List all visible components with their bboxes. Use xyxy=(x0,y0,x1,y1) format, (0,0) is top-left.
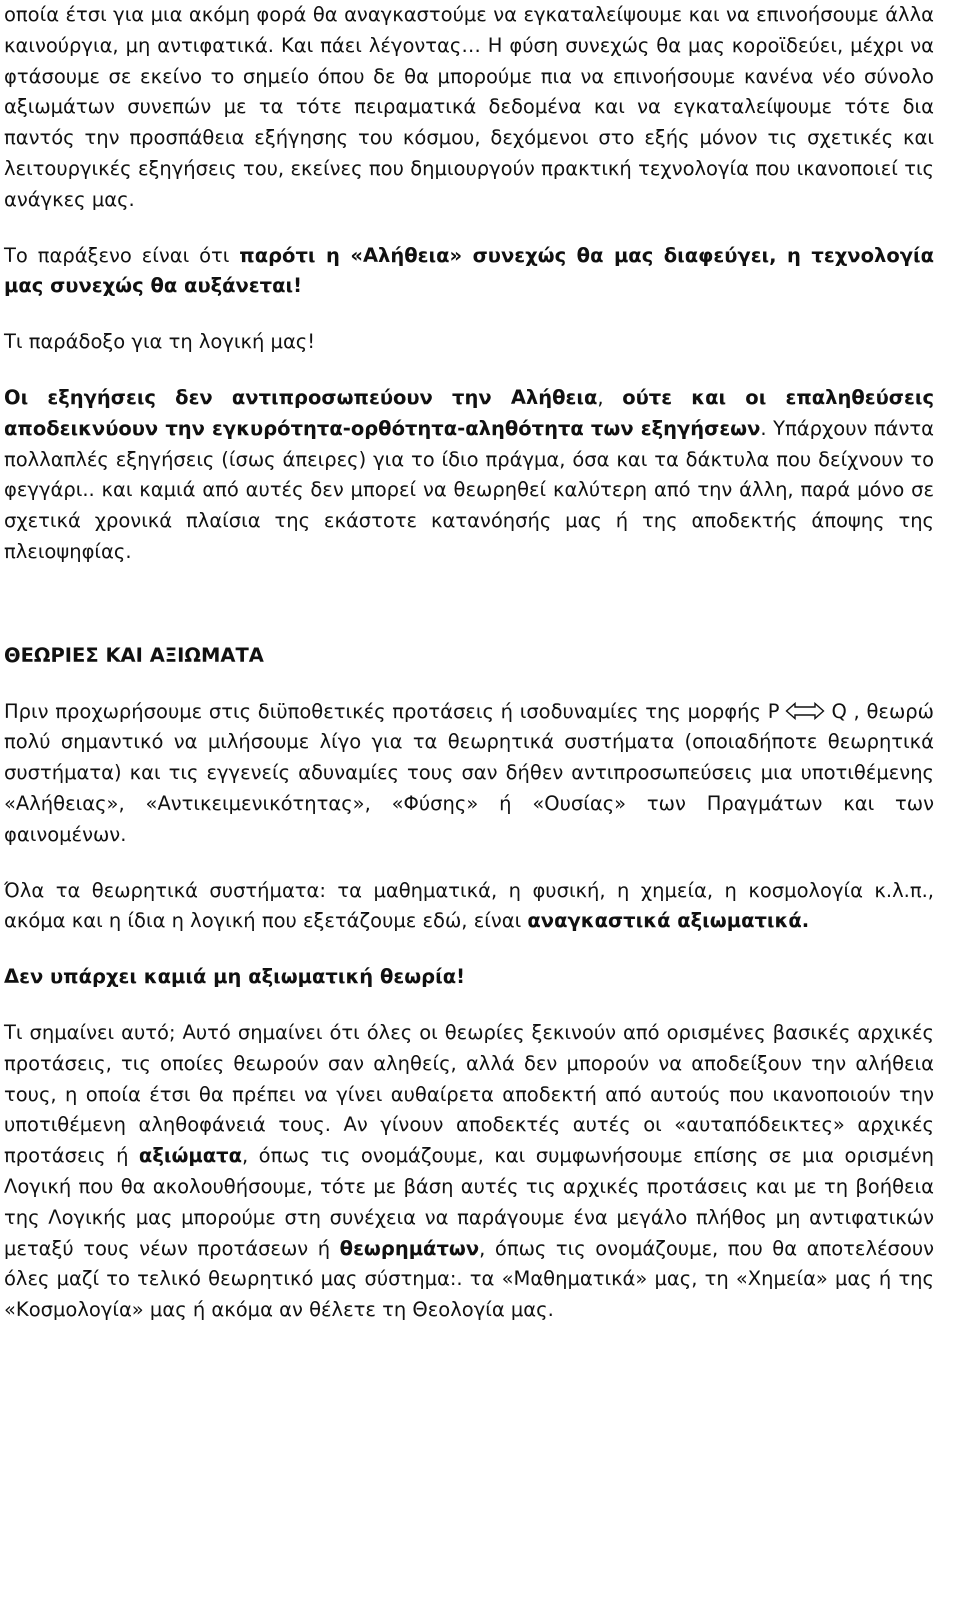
double-arrow-icon xyxy=(785,702,825,720)
bold-statement: παρότι η «Αλήθεια» συνεχώς θα μας διαφεύγει, η τεχνολογία μας συνεχώς θα αυξάνεται! xyxy=(4,243,934,298)
paragraph-no-theory xyxy=(4,962,934,993)
bold-term: αξιώματα xyxy=(138,1144,242,1168)
paragraph-intro xyxy=(4,697,934,851)
paragraph-meaning xyxy=(4,1018,934,1326)
text-run: Q , θεωρώ πολύ σημαντικό να μιλήσουμε λίγο για τα θεωρητικά συστήματα (οποιαδήποτε θεωρητικά συστήματα) και τις εγγενείς αδυναμίες τους σαν δήθεν αντιπροσωπεύσεις μια υποτιθέμενης «Αλήθειας», «Αντικειμενικότητας», «Φύσης» ή «Ουσίας» των Πραγμάτων και των φαινομένων. xyxy=(4,699,935,846)
text-run: Όλα τα θεωρητικά συστήματα: τα μαθηματικά, η φυσική, η χημεία, η κοσμολογία κ.λ.π., ακόμα και η ίδια η λογική που εξετάζουμε εδώ, είναι xyxy=(4,878,934,933)
text-run: , όπως τις ονομάζουμε, και συμφωνήσουμε επίσης σε μια ορισμένη Λογική που θα ακολουθήσουμε, τότε με βάση αυτές τις αρχικές προτάσεις και με τη βοήθεια της Λογικής μας μπορούμε στη συνέχεια να παράγουμε ένα μεγάλο πλήθος μη αντιφατικών μεταξύ τους νέων προτάσεων ή xyxy=(4,1144,934,1260)
bold-statement: Δεν υπάρχει καμιά μη αξιωματική θεωρία! xyxy=(4,965,466,989)
text-run: . Υπάρχουν πάντα πολλαπλές εξηγήσεις (ίσως άπειρες) για το ίδιο πράγμα, όσα και τα δάκτυλα που δείχνουν το φεγγάρι.. και καμιά από αυτές δεν μπορεί να θεωρηθεί καλύτερη από την άλλη, παρά μόνο σε σχετικά χρονικά πλαίσια της εκάστοτε κατανόησής μας ή της αποδεκτής άποψης της πλειοψηφίας. xyxy=(4,416,934,563)
paragraph-continuation: οποία έτσι για μια ακόμη φορά θα αναγκαστούμε να εγκαταλείψουμε και να επινοήσουμε άλλα καινούργια, μη αντιφατικά. Και πάει λέγοντας… Η φύση συνεχώς θα μας κοροϊδεύει, μέχρι να φτάσουμε σε εκείνο το σημείο όπου δε θα μπορούμε πια να επινοήσουμε κανένα νέο σύνολο αξιωμάτων συνεπών με τα τότε πειραματικά δεδομένα και να εγκαταλείψουμε τότε δια παντός την προσπάθεια εξήγησης του κόσμου, δεχόμενοι στο εξής μόνον τις σχετικές και λειτουργικές εξηγήσεις του, εκείνες που δημιουργούν πρακτική τεχνολογία που ικανοποιεί τις ανάγκες μας. xyxy=(4,3,934,211)
text-run: , όπως τις ονομάζουμε, που θα αποτελέσουν όλες μαζί το τελικό θεωρητικό μας σύστημα:. τα «Μαθηματικά» μας, τη «Χημεία» μας ή της «Κοσμολογία» μας ή ακόμα αν θέλετε τη Θεολογία μας. xyxy=(4,1236,934,1322)
bold-statement: Οι εξηγήσεις δεν αντιπροσωπεύουν την Αλήθεια xyxy=(4,385,598,409)
paragraph-explanations xyxy=(4,383,934,568)
bold-statement: ούτε και οι επαληθεύσεις αποδεικνύουν την εγκυρότητα-ορθότητα-αληθότητα των εξηγήσεων xyxy=(4,385,935,440)
text-run: , xyxy=(597,385,623,409)
section-heading: ΘΕΩΡΙΕΣ ΚΑΙ ΑΞΙΩΜΑΤΑ xyxy=(4,643,264,667)
text-run: Το παράξενο είναι ότι xyxy=(4,243,240,267)
paragraph-paradox xyxy=(4,241,934,303)
text-run: Πριν προχωρήσουμε στις διϋποθετικές προτάσεις ή ισοδυναμίες της μορφής Ρ xyxy=(4,699,780,723)
paragraph-exclamation: Τι παράδοξο για τη λογική μας! xyxy=(4,330,316,354)
text-run: Τι σημαίνει αυτό; Αυτό σημαίνει ότι όλες οι θεωρίες ξεκινούν από ορισμένες βασικές αρχικές προτάσεις, τις οποίες θεωρούν σαν αληθείς, αλλά δεν μπορούν να αποδείξουν την αλήθεια τους, η οποία έτσι θα πρέπει να γίνει αυθαίρετα αποδεκτή από αυτούς που ικανοποιούν την υποτιθέμενη αληθοφάνειά τους. Αν γίνουν αποδεκτές αυτές οι «αυταπόδεικτες» αρχικές προτάσεις ή xyxy=(4,1020,934,1168)
bold-statement: αναγκαστικά αξιωματικά. xyxy=(527,909,810,933)
paragraph-systems xyxy=(4,876,934,938)
bold-term: θεωρημάτων xyxy=(339,1236,480,1260)
